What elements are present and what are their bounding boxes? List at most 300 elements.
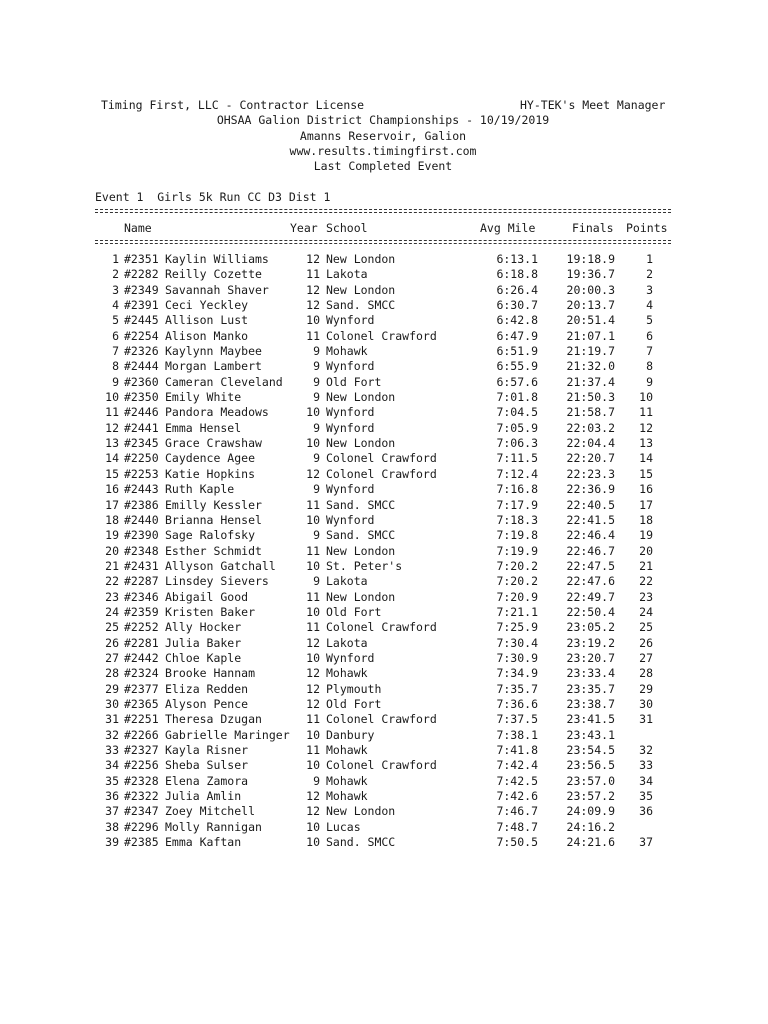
- year-cell: 10: [306, 835, 320, 850]
- points-cell: 5: [646, 313, 653, 328]
- avg-mile-cell: 7:25.9: [496, 620, 538, 635]
- avg-mile-cell: 7:19.9: [496, 543, 538, 558]
- place-cell: 14: [105, 451, 119, 466]
- year-cell: 10: [306, 650, 320, 665]
- table-row: [0, 451, 768, 466]
- table-row: [0, 375, 768, 390]
- points-cell: 4: [646, 298, 653, 313]
- year-cell: 9: [313, 574, 320, 589]
- year-cell: 9: [313, 420, 320, 435]
- year-cell: 12: [306, 252, 320, 266]
- bib-cell: #2266: [124, 727, 159, 742]
- year-cell: 10: [306, 313, 320, 328]
- school-cell: Plymouth: [326, 681, 382, 696]
- place-cell: 11: [105, 405, 119, 420]
- avg-mile-cell: 7:30.9: [496, 650, 538, 665]
- bib-cell: #2346: [124, 589, 159, 604]
- table-row: [0, 620, 768, 635]
- year-cell: 9: [313, 528, 320, 543]
- finals-cell: 19:36.7: [566, 267, 615, 282]
- place-cell: 38: [105, 819, 119, 834]
- points-cell: 3: [646, 282, 653, 297]
- points-cell: 15: [639, 466, 653, 481]
- points-cell: 8: [646, 359, 653, 374]
- place-cell: 12: [105, 420, 119, 435]
- year-cell: 9: [313, 390, 320, 405]
- bib-cell: #2365: [124, 696, 159, 711]
- place-cell: 26: [105, 635, 119, 650]
- name-cell: Kaylynn Maybee: [165, 344, 262, 359]
- table-row: [0, 574, 768, 589]
- name-cell: Kaylin Williams: [165, 252, 269, 266]
- avg-mile-cell: 6:42.8: [496, 313, 538, 328]
- table-row: [0, 697, 768, 712]
- bib-cell: #2348: [124, 543, 159, 558]
- place-cell: 28: [105, 666, 119, 681]
- avg-mile-cell: 6:18.8: [496, 267, 538, 282]
- school-cell: Wynford: [326, 420, 375, 435]
- place-cell: 36: [105, 789, 119, 804]
- avg-mile-cell: 7:18.3: [496, 512, 538, 527]
- avg-mile-cell: 7:46.7: [496, 804, 538, 819]
- school-cell: Colonel Crawford: [326, 328, 437, 343]
- school-cell: Sand. SMCC: [326, 497, 396, 512]
- table-row: [0, 743, 768, 758]
- finals-cell: 20:13.7: [566, 298, 615, 313]
- finals-cell: 23:43.1: [566, 727, 615, 742]
- bib-cell: #2345: [124, 436, 159, 451]
- avg-mile-cell: 7:20.2: [496, 574, 538, 589]
- avg-mile-cell: 7:42.5: [496, 773, 538, 788]
- venue: Amanns Reservoir, Galion: [299, 129, 467, 143]
- name-cell: Sage Ralofsky: [165, 528, 256, 543]
- avg-mile-cell: 7:50.5: [496, 835, 538, 850]
- event-status: Last Completed Event: [313, 159, 453, 173]
- name-cell: Kristen Baker: [165, 604, 256, 619]
- bib-cell: #2327: [124, 743, 159, 757]
- school-cell: New London: [326, 282, 396, 297]
- top-rule: [95, 209, 671, 213]
- col-points: Points: [626, 221, 668, 235]
- place-cell: 31: [105, 712, 119, 727]
- school-cell: New London: [326, 543, 396, 558]
- finals-cell: 22:46.4: [566, 528, 615, 543]
- year-cell: 11: [306, 620, 320, 635]
- school-cell: Mohawk: [326, 666, 368, 681]
- points-cell: 14: [639, 451, 653, 466]
- bib-cell: #2328: [124, 773, 159, 788]
- bib-cell: #2351: [124, 252, 159, 266]
- name-cell: Allyson Gatchall: [165, 558, 276, 573]
- year-cell: 12: [306, 466, 320, 481]
- year-cell: 11: [306, 497, 320, 512]
- points-cell: 24: [639, 604, 653, 619]
- school-cell: Wynford: [326, 482, 375, 497]
- table-row: [0, 329, 768, 344]
- avg-mile-cell: 7:30.4: [496, 635, 538, 650]
- finals-cell: 20:51.4: [566, 313, 615, 328]
- school-cell: Wynford: [326, 650, 375, 665]
- avg-mile-cell: 6:26.4: [496, 282, 538, 297]
- place-cell: 3: [112, 282, 119, 297]
- name-cell: Elena Zamora: [165, 773, 249, 788]
- points-cell: 32: [639, 743, 653, 757]
- table-row: [0, 344, 768, 359]
- bib-cell: #2251: [124, 712, 159, 727]
- year-cell: 9: [313, 773, 320, 788]
- points-cell: 22: [639, 574, 653, 589]
- table-row: [0, 283, 768, 298]
- place-cell: 39: [105, 835, 119, 850]
- points-cell: 16: [639, 482, 653, 497]
- year-cell: 10: [306, 604, 320, 619]
- company-title: Timing First, LLC - Contractor License: [101, 98, 365, 112]
- year-cell: 9: [313, 482, 320, 497]
- school-cell: Sand. SMCC: [326, 835, 396, 850]
- points-cell: 12: [639, 420, 653, 435]
- school-cell: Danbury: [326, 727, 375, 742]
- avg-mile-cell: 7:20.9: [496, 589, 538, 604]
- place-cell: 32: [105, 727, 119, 742]
- school-cell: Colonel Crawford: [326, 712, 437, 727]
- place-cell: 24: [105, 604, 119, 619]
- year-cell: 11: [306, 328, 320, 343]
- school-cell: Lakota: [326, 574, 368, 589]
- year-cell: 9: [313, 374, 320, 389]
- avg-mile-cell: 6:55.9: [496, 359, 538, 374]
- finals-cell: 23:20.7: [566, 650, 615, 665]
- avg-mile-cell: 7:42.4: [496, 758, 538, 773]
- avg-mile-cell: 7:19.8: [496, 528, 538, 543]
- finals-cell: 22:03.2: [566, 420, 615, 435]
- name-cell: Eliza Redden: [165, 681, 249, 696]
- website: www.results.timingfirst.com: [289, 144, 477, 158]
- bib-cell: #2391: [124, 298, 159, 313]
- place-cell: 37: [105, 804, 119, 819]
- name-cell: Brianna Hensel: [165, 512, 262, 527]
- place-cell: 9: [112, 374, 119, 389]
- school-cell: Sand. SMCC: [326, 298, 396, 313]
- place-cell: 30: [105, 696, 119, 711]
- avg-mile-cell: 7:05.9: [496, 420, 538, 435]
- avg-mile-cell: 6:57.6: [496, 374, 538, 389]
- table-row: [0, 405, 768, 420]
- school-cell: Old Fort: [326, 696, 382, 711]
- year-cell: 10: [306, 758, 320, 773]
- school-cell: New London: [326, 390, 396, 405]
- place-cell: 33: [105, 743, 119, 757]
- name-cell: Brooke Hannam: [165, 666, 256, 681]
- col-year: Year: [290, 221, 318, 235]
- avg-mile-cell: 7:36.6: [496, 696, 538, 711]
- event-title: Event 1 Girls 5k Run CC D3 Dist 1: [95, 190, 331, 204]
- year-cell: 9: [313, 359, 320, 374]
- finals-cell: 23:38.7: [566, 696, 615, 711]
- table-row: [0, 482, 768, 497]
- school-cell: Colonel Crawford: [326, 758, 437, 773]
- place-cell: 21: [105, 558, 119, 573]
- year-cell: 10: [306, 512, 320, 527]
- school-cell: Lucas: [326, 819, 361, 834]
- year-cell: 11: [306, 543, 320, 558]
- finals-cell: 24:21.6: [566, 835, 615, 850]
- avg-mile-cell: 7:20.2: [496, 558, 538, 573]
- avg-mile-cell: 7:01.8: [496, 390, 538, 405]
- finals-cell: 22:36.9: [566, 482, 615, 497]
- school-cell: Colonel Crawford: [326, 620, 437, 635]
- table-row: [0, 528, 768, 543]
- col-avg-mile: Avg Mile: [480, 221, 536, 235]
- finals-cell: 19:18.9: [566, 252, 615, 266]
- table-row: [0, 298, 768, 313]
- table-row: [0, 789, 768, 804]
- bib-cell: #2442: [124, 650, 159, 665]
- year-cell: 12: [306, 696, 320, 711]
- name-cell: Emma Hensel: [165, 420, 242, 435]
- place-cell: 27: [105, 650, 119, 665]
- year-cell: 9: [313, 344, 320, 359]
- bib-cell: #2282: [124, 267, 159, 282]
- col-school: School: [326, 221, 368, 235]
- finals-cell: 24:16.2: [566, 819, 615, 834]
- table-row: [0, 835, 768, 850]
- avg-mile-cell: 7:12.4: [496, 466, 538, 481]
- name-cell: Ceci Yeckley: [165, 298, 249, 313]
- place-cell: 20: [105, 543, 119, 558]
- bib-cell: #2253: [124, 466, 159, 481]
- school-cell: New London: [326, 589, 396, 604]
- school-cell: New London: [326, 804, 396, 819]
- year-cell: 12: [306, 789, 320, 804]
- bib-cell: #2385: [124, 835, 159, 850]
- finals-cell: 24:09.9: [566, 804, 615, 819]
- software-title: HY-TEK's Meet Manager: [520, 98, 666, 112]
- points-cell: 29: [639, 681, 653, 696]
- table-row: [0, 774, 768, 789]
- finals-cell: 22:41.5: [566, 512, 615, 527]
- points-cell: 23: [639, 589, 653, 604]
- finals-cell: 22:47.6: [566, 574, 615, 589]
- finals-cell: 23:41.5: [566, 712, 615, 727]
- school-cell: Mohawk: [326, 743, 368, 757]
- avg-mile-cell: 7:21.1: [496, 604, 538, 619]
- finals-cell: 20:00.3: [566, 282, 615, 297]
- name-cell: Savannah Shaver: [165, 282, 269, 297]
- points-cell: 1: [646, 252, 653, 266]
- year-cell: 12: [306, 666, 320, 681]
- points-cell: 20: [639, 543, 653, 558]
- school-cell: Lakota: [326, 635, 368, 650]
- points-cell: 36: [639, 804, 653, 819]
- finals-cell: 22:49.7: [566, 589, 615, 604]
- name-cell: Allison Lust: [165, 313, 249, 328]
- place-cell: 34: [105, 758, 119, 773]
- name-cell: Alyson Pence: [165, 696, 249, 711]
- points-cell: 34: [639, 773, 653, 788]
- finals-cell: 21:19.7: [566, 344, 615, 359]
- bib-cell: #2390: [124, 528, 159, 543]
- year-cell: 10: [306, 727, 320, 742]
- bib-cell: #2431: [124, 558, 159, 573]
- table-row: [0, 390, 768, 405]
- bib-cell: #2254: [124, 328, 159, 343]
- finals-cell: 21:37.4: [566, 374, 615, 389]
- bib-cell: #2446: [124, 405, 159, 420]
- place-cell: 22: [105, 574, 119, 589]
- finals-cell: 22:46.7: [566, 543, 615, 558]
- name-cell: Sheba Sulser: [165, 758, 249, 773]
- points-cell: 13: [639, 436, 653, 451]
- school-cell: St. Peter's: [326, 558, 403, 573]
- avg-mile-cell: 7:48.7: [496, 819, 538, 834]
- finals-cell: 21:32.0: [566, 359, 615, 374]
- finals-cell: 23:19.2: [566, 635, 615, 650]
- bib-cell: #2445: [124, 313, 159, 328]
- name-cell: Pandora Meadows: [165, 405, 269, 420]
- bib-cell: #2252: [124, 620, 159, 635]
- finals-cell: 23:33.4: [566, 666, 615, 681]
- year-cell: 12: [306, 804, 320, 819]
- school-cell: Mohawk: [326, 789, 368, 804]
- bib-cell: #2444: [124, 359, 159, 374]
- avg-mile-cell: 7:35.7: [496, 681, 538, 696]
- table-row: [0, 605, 768, 620]
- finals-cell: 23:54.5: [566, 743, 615, 757]
- points-cell: 17: [639, 497, 653, 512]
- school-cell: Sand. SMCC: [326, 528, 396, 543]
- points-cell: 27: [639, 650, 653, 665]
- points-cell: 9: [646, 374, 653, 389]
- year-cell: 12: [306, 635, 320, 650]
- school-cell: Wynford: [326, 512, 375, 527]
- points-cell: 19: [639, 528, 653, 543]
- school-cell: Mohawk: [326, 344, 368, 359]
- name-cell: Grace Crawshaw: [165, 436, 262, 451]
- finals-cell: 22:50.4: [566, 604, 615, 619]
- place-cell: 19: [105, 528, 119, 543]
- table-row: [0, 728, 768, 743]
- finals-cell: 21:07.1: [566, 328, 615, 343]
- place-cell: 2: [112, 267, 119, 282]
- table-row: [0, 712, 768, 727]
- meet-title: OHSAA Galion District Championships - 10/19/2019: [216, 113, 550, 127]
- table-row: [0, 636, 768, 651]
- year-cell: 11: [306, 743, 320, 757]
- name-cell: Chloe Kaple: [165, 650, 242, 665]
- table-row: [0, 544, 768, 559]
- name-cell: Morgan Lambert: [165, 359, 262, 374]
- school-cell: Old Fort: [326, 604, 382, 619]
- table-row: [0, 804, 768, 819]
- year-cell: 9: [313, 451, 320, 466]
- table-row: [0, 359, 768, 374]
- name-cell: Emily White: [165, 390, 242, 405]
- table-row: [0, 252, 768, 267]
- finals-cell: 23:57.0: [566, 773, 615, 788]
- bib-cell: #2296: [124, 819, 159, 834]
- header-rule: [95, 240, 671, 244]
- bib-cell: #2281: [124, 635, 159, 650]
- place-cell: 16: [105, 482, 119, 497]
- finals-cell: 23:05.2: [566, 620, 615, 635]
- points-cell: 37: [639, 835, 653, 850]
- school-cell: Lakota: [326, 267, 368, 282]
- place-cell: 6: [112, 328, 119, 343]
- col-finals: Finals: [572, 221, 614, 235]
- avg-mile-cell: 6:47.9: [496, 328, 538, 343]
- bib-cell: #2349: [124, 282, 159, 297]
- bib-cell: #2250: [124, 451, 159, 466]
- points-cell: 21: [639, 558, 653, 573]
- place-cell: 23: [105, 589, 119, 604]
- points-cell: 10: [639, 390, 653, 405]
- points-cell: 30: [639, 696, 653, 711]
- place-cell: 7: [112, 344, 119, 359]
- table-row: [0, 513, 768, 528]
- place-cell: 4: [112, 298, 119, 313]
- name-cell: Katie Hopkins: [165, 466, 256, 481]
- school-cell: New London: [326, 252, 396, 266]
- finals-cell: 23:56.5: [566, 758, 615, 773]
- place-cell: 15: [105, 466, 119, 481]
- points-cell: 2: [646, 267, 653, 282]
- name-cell: Alison Manko: [165, 328, 249, 343]
- points-cell: 6: [646, 328, 653, 343]
- name-cell: Kayla Risner: [165, 743, 249, 757]
- name-cell: Emilly Kessler: [165, 497, 262, 512]
- bib-cell: #2443: [124, 482, 159, 497]
- place-cell: 8: [112, 359, 119, 374]
- table-row: [0, 758, 768, 773]
- year-cell: 10: [306, 436, 320, 451]
- finals-cell: 22:47.5: [566, 558, 615, 573]
- year-cell: 10: [306, 819, 320, 834]
- table-row: [0, 682, 768, 697]
- name-cell: Ally Hocker: [165, 620, 242, 635]
- avg-mile-cell: 7:17.9: [496, 497, 538, 512]
- name-cell: Zoey Mitchell: [165, 804, 256, 819]
- finals-cell: 22:20.7: [566, 451, 615, 466]
- bib-cell: #2322: [124, 789, 159, 804]
- place-cell: 17: [105, 497, 119, 512]
- points-cell: 7: [646, 344, 653, 359]
- table-row: [0, 590, 768, 605]
- year-cell: 12: [306, 282, 320, 297]
- place-cell: 10: [105, 390, 119, 405]
- place-cell: 25: [105, 620, 119, 635]
- year-cell: 10: [306, 558, 320, 573]
- name-cell: Emma Kaftan: [165, 835, 242, 850]
- name-cell: Esther Schmidt: [165, 543, 262, 558]
- school-cell: Colonel Crawford: [326, 466, 437, 481]
- table-row: [0, 559, 768, 574]
- school-cell: Mohawk: [326, 773, 368, 788]
- table-row: [0, 498, 768, 513]
- finals-cell: 23:57.2: [566, 789, 615, 804]
- points-cell: 35: [639, 789, 653, 804]
- year-cell: 12: [306, 298, 320, 313]
- table-row: [0, 820, 768, 835]
- bib-cell: #2440: [124, 512, 159, 527]
- place-cell: 1: [112, 252, 119, 266]
- bib-cell: #2287: [124, 574, 159, 589]
- bib-cell: #2256: [124, 758, 159, 773]
- avg-mile-cell: 6:51.9: [496, 344, 538, 359]
- avg-mile-cell: 6:13.1: [496, 252, 538, 266]
- avg-mile-cell: 7:16.8: [496, 482, 538, 497]
- table-row: [0, 267, 768, 282]
- name-cell: Caydence Agee: [165, 451, 256, 466]
